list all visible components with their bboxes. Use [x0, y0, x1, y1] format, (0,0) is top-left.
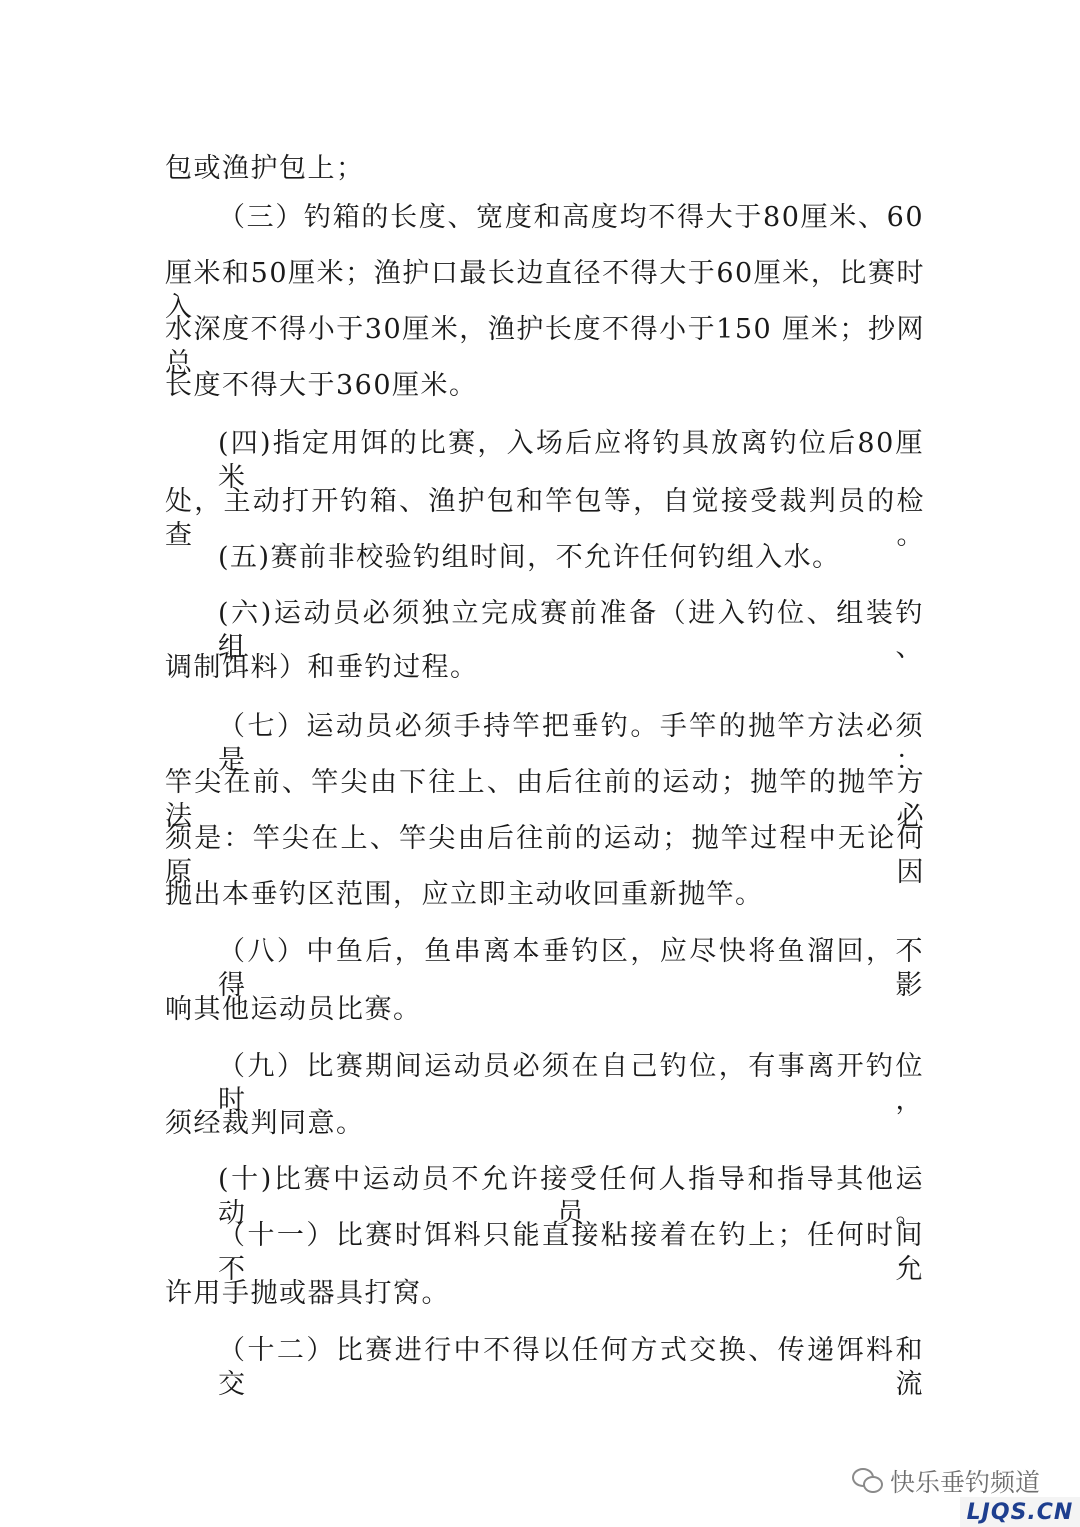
watermark-text: 快乐垂钓频道 [890, 1468, 1041, 1497]
text-line: 包或渔护包上； [165, 153, 365, 184]
text-line: 竿尖在前、竿尖由下往上、由后往前的运动；抛竿的抛竿方法必 [165, 767, 925, 832]
text-line: (六)运动员必须独立完成赛前准备（进入钓位、组装钓组、 [218, 598, 924, 663]
text-line: 长度不得大于360厘米。 [165, 370, 478, 401]
text-line: （八）中鱼后，鱼串离本垂钓区，应尽快将鱼溜回，不得影 [218, 936, 924, 1001]
text-line: （七）运动员必须手持竿把垂钓。手竿的抛竿方法必须是： [218, 711, 924, 776]
text-line: （三）钓箱的长度、宽度和高度均不得大于80厘米、60 [218, 202, 924, 233]
text-line: 响其他运动员比赛。 [165, 994, 422, 1025]
text-line: 抛出本垂钓区范围，应立即主动收回重新抛竿。 [165, 879, 764, 910]
text-line: 须经裁判同意。 [165, 1108, 365, 1139]
site-badge: LJQS.CN [960, 1497, 1080, 1527]
wechat-icon [852, 1468, 884, 1494]
text-line: 许用手抛或器具打窝。 [165, 1278, 450, 1309]
text-line: 处，主动打开钓箱、渔护包和竿包等，自觉接受裁判员的检查。 [165, 486, 925, 551]
text-line: 须是：竿尖在上、竿尖由后往前的运动；抛竿过程中无论何原因 [165, 823, 925, 888]
text-line: 厘米和50厘米；渔护口最长边直径不得大于60厘米，比赛时入 [165, 258, 925, 323]
text-line: (十)比赛中运动员不允许接受任何人指导和指导其他运动员。 [218, 1164, 924, 1229]
channel-watermark [852, 1464, 1040, 1498]
text-line: (四)指定用饵的比赛，入场后应将钓具放离钓位后80厘米 [218, 428, 924, 493]
text-line: （十二）比赛进行中不得以任何方式交换、传递饵料和交流 [218, 1335, 924, 1400]
text-line: 调制饵料）和垂钓过程。 [165, 652, 479, 683]
text-line: （九）比赛期间运动员必须在自己钓位，有事离开钓位时， [218, 1051, 924, 1116]
text-line: （十一）比赛时饵料只能直接粘接着在钓上；任何时间不允 [218, 1220, 924, 1285]
text-line: (五)赛前非校验钓组时间，不允许任何钓组入水。 [218, 542, 841, 573]
text-line: 水深度不得小于30厘米，渔护长度不得小于150 厘米；抄网总 [165, 314, 925, 379]
